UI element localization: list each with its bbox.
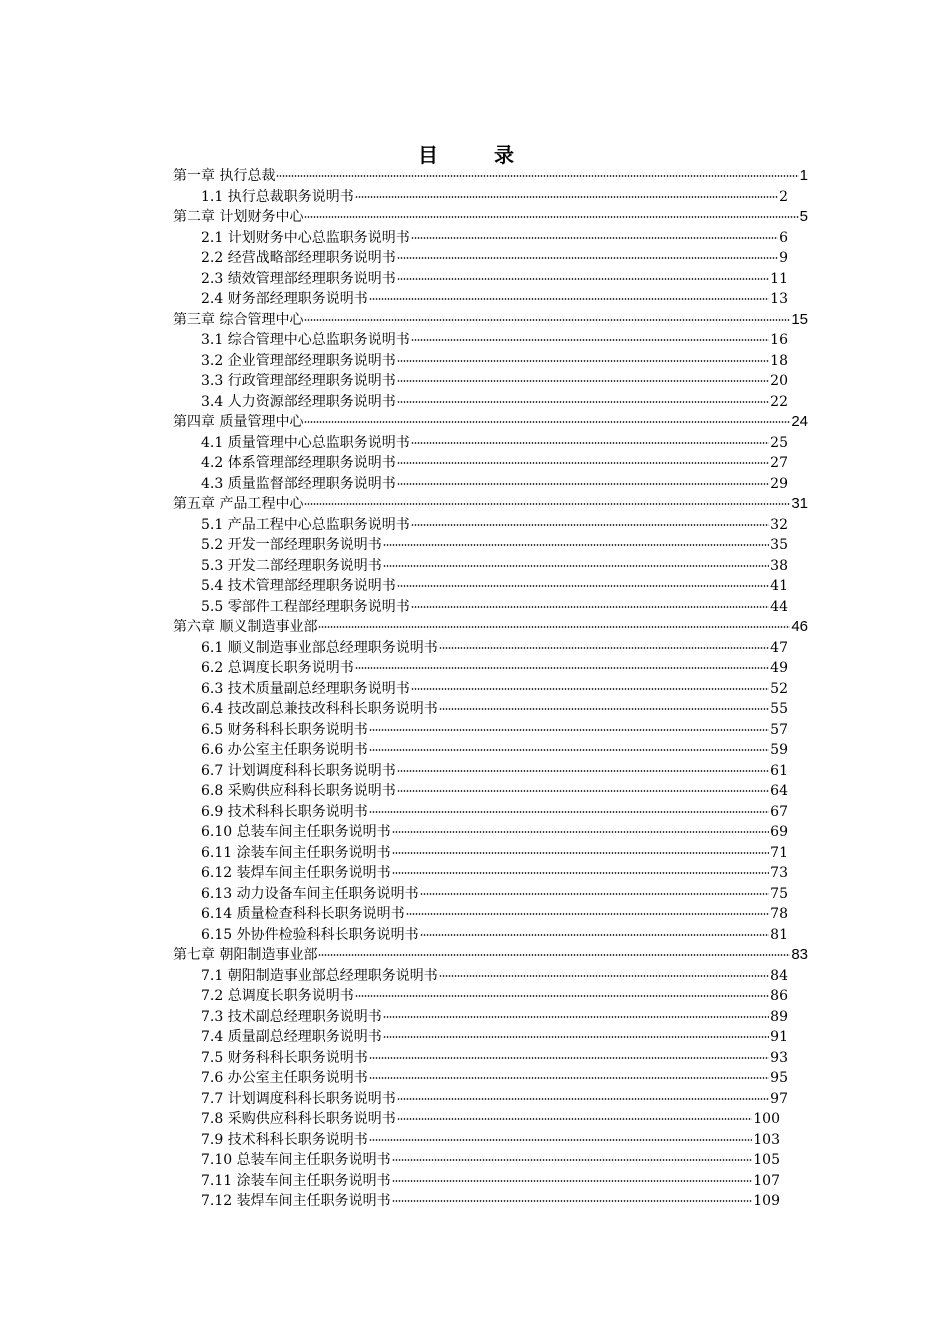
toc-dot-leader: [397, 401, 769, 403]
toc-page-number: 107: [753, 1172, 780, 1189]
toc-page-number: 47: [770, 639, 788, 656]
toc-entry-title: 7.3 技术副总经理职务说明书: [201, 1008, 382, 1025]
toc-entry-title: 第四章 质量管理中心: [173, 414, 304, 430]
toc-entry-title: 7.12 装焊车间主任职务说明书: [201, 1193, 391, 1209]
toc-section-entry[interactable]: [173, 453, 788, 474]
toc-dot-leader: [439, 975, 769, 977]
toc-dot-leader: [397, 1098, 769, 1100]
toc-page-number: 41: [770, 578, 788, 594]
toc-dot-leader: [397, 462, 769, 464]
toc-page-number: 22: [770, 393, 788, 410]
toc-dot-leader: [397, 483, 769, 485]
toc-section-entry[interactable]: [173, 371, 788, 392]
toc-section-entry[interactable]: [173, 1089, 788, 1110]
toc-page-number: 75: [770, 885, 788, 902]
toc-dot-leader: [439, 647, 769, 649]
toc-section-entry[interactable]: [173, 822, 788, 843]
toc-page-number: 78: [770, 906, 788, 922]
toc-dot-leader: [276, 175, 798, 177]
toc-dot-leader: [318, 626, 790, 628]
toc-section-entry[interactable]: [173, 1191, 780, 1212]
toc-section-entry[interactable]: [173, 802, 788, 823]
toc-chapter-entry[interactable]: [173, 945, 808, 966]
toc-dot-leader: [383, 565, 769, 567]
toc-page-number: 97: [770, 1090, 788, 1107]
toc-page-number: 59: [770, 742, 788, 758]
toc-page-number: 2: [779, 188, 788, 205]
toc-page-number: 29: [770, 475, 788, 492]
toc-page-number: 9: [779, 250, 788, 266]
toc-entry-title: 5.1 产品工程中心总监职务说明书: [201, 516, 410, 533]
toc-dot-leader: [392, 1159, 753, 1161]
toc-dot-leader: [355, 196, 778, 198]
toc-page-number: 16: [770, 332, 788, 348]
toc-chapter-entry[interactable]: [173, 617, 808, 638]
toc-dot-leader: [369, 749, 769, 751]
toc-dot-leader: [420, 934, 770, 936]
toc-page-number: 6: [779, 229, 788, 246]
toc-page-number: 18: [770, 352, 788, 369]
toc-entry-title: 7.2 总调度长职务说明书: [201, 988, 354, 1004]
toc-section-entry[interactable]: [173, 392, 788, 413]
toc-entry-title: 4.1 质量管理中心总监职务说明书: [201, 434, 410, 451]
toc-section-entry[interactable]: [173, 248, 788, 269]
toc-entry-title: 7.10 总装车间主任职务说明书: [201, 1152, 391, 1168]
toc-page-number: 89: [770, 1008, 788, 1025]
toc-page-number: 73: [770, 865, 788, 881]
toc-dot-leader: [411, 688, 769, 690]
toc-entry-title: 7.8 采购供应科科长职务说明书: [201, 1111, 396, 1127]
toc-dot-leader: [369, 1139, 753, 1141]
toc-section-entry[interactable]: [173, 351, 788, 372]
toc-page-number: 93: [770, 1049, 788, 1066]
toc-entry-title: 第一章 执行总裁: [173, 168, 276, 184]
toc-page-number: 109: [753, 1193, 780, 1209]
toc-entry-title: 第七章 朝阳制造事业部: [173, 947, 318, 963]
toc-page-number: 64: [770, 783, 788, 799]
toc-page-number: 32: [770, 516, 788, 533]
toc-dot-leader: [304, 319, 790, 321]
toc-entry-title: 第三章 综合管理中心: [173, 311, 304, 328]
toc-section-entry[interactable]: [173, 1130, 780, 1151]
toc-entry-title: 6.4 技改副总兼技改科科长职务说明书: [201, 701, 438, 717]
toc-entry-title: 2.3 绩效管理部经理职务说明书: [201, 270, 396, 287]
toc-entry-title: 3.4 人力资源部经理职务说明书: [201, 393, 396, 410]
toc-page-number: 46: [791, 618, 808, 635]
toc-page-number: 91: [770, 1029, 788, 1045]
toc-section-entry[interactable]: [173, 228, 788, 249]
toc-entry-title: 7.9 技术科科长职务说明书: [201, 1131, 368, 1148]
toc-section-entry[interactable]: [173, 474, 788, 495]
toc-dot-leader: [318, 954, 790, 956]
toc-entry-title: 4.3 质量监督部经理职务说明书: [201, 475, 396, 492]
toc-section-entry[interactable]: [173, 699, 788, 720]
toc-section-entry[interactable]: [173, 535, 788, 556]
toc-dot-leader: [383, 1036, 769, 1038]
toc-section-entry[interactable]: [173, 289, 788, 310]
toc-section-entry[interactable]: [173, 515, 788, 536]
toc-section-entry[interactable]: [173, 679, 788, 700]
toc-section-entry[interactable]: [173, 658, 788, 679]
toc-page-number: 84: [770, 967, 788, 984]
toc-entry-title: 7.11 涂装车间主任职务说明书: [201, 1172, 391, 1189]
toc-entry-title: 7.7 计划调度科科长职务说明书: [201, 1090, 396, 1107]
toc-section-entry[interactable]: [173, 884, 788, 905]
toc-dot-leader: [369, 298, 769, 300]
toc-dot-leader: [411, 442, 769, 444]
toc-page-number: 61: [770, 762, 788, 779]
toc-section-entry[interactable]: [173, 1027, 788, 1048]
toc-dot-leader: [397, 1118, 753, 1120]
toc-section-entry[interactable]: [173, 740, 788, 761]
toc-entry-title: 6.7 计划调度科科长职务说明书: [201, 762, 396, 779]
toc-section-entry[interactable]: [173, 966, 788, 987]
toc-section-entry[interactable]: [173, 761, 788, 782]
toc-chapter-entry[interactable]: [173, 412, 808, 433]
toc-entry-title: 3.3 行政管理部经理职务说明书: [201, 373, 396, 389]
toc-section-entry[interactable]: [173, 597, 788, 618]
toc-page-number: 86: [770, 988, 788, 1004]
toc-dot-leader: [397, 278, 769, 280]
toc-page-number: 31: [791, 495, 808, 512]
toc-dot-leader: [369, 1077, 769, 1079]
toc-page-number: 81: [770, 926, 788, 943]
toc-page-number: 1: [799, 167, 808, 184]
toc-dot-leader: [411, 606, 769, 608]
toc-dot-leader: [397, 360, 769, 362]
toc-entry-title: 5.3 开发二部经理职务说明书: [201, 557, 382, 574]
toc-dot-leader: [411, 237, 778, 239]
toc-dot-leader: [397, 380, 769, 382]
toc-dot-leader: [369, 729, 769, 731]
toc-page-number: 52: [770, 680, 788, 697]
toc-section-entry[interactable]: [173, 1171, 780, 1192]
toc-chapter-entry[interactable]: [173, 310, 808, 331]
toc-section-entry[interactable]: [173, 863, 788, 884]
toc-page-number: 25: [770, 434, 788, 451]
toc-page-number: 83: [791, 946, 808, 963]
toc-page-number: 13: [770, 291, 788, 307]
toc-entry-title: 第五章 产品工程中心: [173, 496, 304, 512]
toc-entry-title: 5.4 技术管理部经理职务说明书: [201, 578, 396, 594]
toc-entry-title: 2.2 经营战略部经理职务说明书: [201, 250, 396, 266]
toc-section-entry[interactable]: [173, 1109, 780, 1130]
toc-page-number: 103: [753, 1131, 780, 1148]
toc-entry-title: 6.11 涂装车间主任职务说明书: [201, 844, 391, 861]
toc-dot-leader: [369, 1057, 769, 1059]
toc-dot-leader: [397, 770, 769, 772]
toc-dot-leader: [304, 503, 790, 505]
toc-chapter-entry[interactable]: [173, 207, 808, 228]
toc-page-number: 55: [770, 701, 788, 717]
toc-entry-title: 6.1 顺义制造事业部总经理职务说明书: [201, 639, 438, 656]
toc-dot-leader: [392, 872, 770, 874]
toc-dot-leader: [411, 524, 769, 526]
toc-section-entry[interactable]: [173, 269, 788, 290]
toc-entry-title: 6.2 总调度长职务说明书: [201, 660, 354, 676]
toc-entry-title: 6.12 装焊车间主任职务说明书: [201, 865, 391, 881]
toc-page-number: 49: [770, 660, 788, 676]
toc-section-entry[interactable]: [173, 904, 788, 925]
toc-chapter-entry[interactable]: [173, 494, 808, 515]
toc-section-entry[interactable]: [173, 781, 788, 802]
toc-entry-title: 7.5 财务科科长职务说明书: [201, 1049, 368, 1066]
toc-page-number: 20: [770, 373, 788, 389]
toc-section-entry[interactable]: [173, 433, 788, 454]
toc-section-entry[interactable]: [173, 638, 788, 659]
toc-section-entry[interactable]: [173, 986, 788, 1007]
toc-section-entry[interactable]: [173, 720, 788, 741]
toc-entry-title: 6.5 财务科科长职务说明书: [201, 721, 368, 738]
toc-section-entry[interactable]: [173, 843, 788, 864]
toc-page-number: 95: [770, 1070, 788, 1086]
toc-page-number: 11: [770, 270, 788, 287]
toc-page-number: 5: [799, 208, 808, 225]
toc-entry-title: 6.15 外协件检验科科长职务说明书: [201, 926, 419, 943]
toc-dot-leader: [304, 421, 790, 423]
table-of-contents: [173, 166, 808, 1212]
toc-page-number: 44: [770, 598, 788, 615]
toc-section-entry[interactable]: [173, 1150, 780, 1171]
toc-section-entry[interactable]: [173, 1007, 788, 1028]
toc-entry-title: 6.6 办公室主任职务说明书: [201, 742, 368, 758]
toc-entry-title: 4.2 体系管理部经理职务说明书: [201, 455, 396, 471]
toc-dot-leader: [304, 216, 798, 218]
toc-entry-title: 6.9 技术科科长职务说明书: [201, 803, 368, 820]
toc-title: 目 录: [418, 143, 532, 168]
toc-page-number: 27: [770, 455, 788, 471]
toc-dot-leader: [392, 831, 770, 833]
toc-section-entry[interactable]: [173, 1048, 788, 1069]
toc-entry-title: 7.6 办公室主任职务说明书: [201, 1070, 368, 1086]
toc-page-number: 71: [770, 844, 788, 861]
toc-dot-leader: [392, 1180, 753, 1182]
toc-page-number: 15: [791, 310, 808, 328]
toc-dot-leader: [392, 1200, 753, 1202]
toc-section-entry[interactable]: [173, 556, 788, 577]
toc-dot-leader: [383, 1016, 769, 1018]
toc-dot-leader: [439, 708, 769, 710]
toc-dot-leader: [397, 790, 769, 792]
toc-entry-title: 6.8 采购供应科科长职务说明书: [201, 783, 396, 799]
toc-dot-leader: [411, 339, 769, 341]
toc-entry-title: 第二章 计划财务中心: [173, 209, 304, 225]
toc-dot-leader: [397, 257, 778, 259]
toc-dot-leader: [397, 585, 769, 587]
toc-entry-title: 6.10 总装车间主任职务说明书: [201, 824, 391, 840]
toc-section-entry[interactable]: [173, 187, 788, 208]
toc-dot-leader: [406, 913, 770, 915]
toc-entry-title: 3.1 综合管理中心总监职务说明书: [201, 332, 410, 348]
toc-entry-title: 6.13 动力设备车间主任职务说明书: [201, 885, 419, 902]
toc-section-entry[interactable]: [173, 1068, 788, 1089]
toc-dot-leader: [392, 852, 770, 854]
toc-dot-leader: [355, 995, 769, 997]
toc-entry-title: 5.5 零部件工程部经理职务说明书: [201, 598, 410, 615]
toc-entry-title: 7.4 质量副总经理职务说明书: [201, 1029, 382, 1045]
toc-section-entry[interactable]: [173, 576, 788, 597]
toc-entry-title: 1.1 执行总裁职务说明书: [201, 188, 354, 205]
toc-page-number: 67: [770, 803, 788, 820]
toc-page-number: 57: [770, 721, 788, 738]
toc-entry-title: 3.2 企业管理部经理职务说明书: [201, 352, 396, 369]
toc-entry-title: 6.3 技术质量副总经理职务说明书: [201, 680, 410, 697]
toc-entry-title: 2.1 计划财务中心总监职务说明书: [201, 229, 410, 246]
toc-page-number: 24: [791, 413, 808, 430]
toc-entry-title: 5.2 开发一部经理职务说明书: [201, 537, 382, 553]
toc-chapter-entry[interactable]: [173, 166, 808, 187]
toc-entry-title: 2.4 财务部经理职务说明书: [201, 291, 368, 307]
toc-entry-title: 7.1 朝阳制造事业部总经理职务说明书: [201, 967, 438, 984]
toc-section-entry[interactable]: [173, 925, 788, 946]
toc-entry-title: 6.14 质量检查科科长职务说明书: [201, 906, 405, 922]
toc-dot-leader: [369, 811, 769, 813]
toc-page-number: 38: [770, 557, 788, 574]
toc-page-number: 100: [753, 1111, 780, 1127]
toc-page-number: 69: [770, 824, 788, 840]
toc-entry-title: 第六章 顺义制造事业部: [173, 619, 318, 635]
toc-section-entry[interactable]: [173, 330, 788, 351]
toc-dot-leader: [420, 893, 770, 895]
toc-dot-leader: [383, 544, 769, 546]
toc-page-number: 35: [770, 537, 788, 553]
toc-page-number: 105: [753, 1152, 780, 1168]
toc-dot-leader: [355, 667, 769, 669]
